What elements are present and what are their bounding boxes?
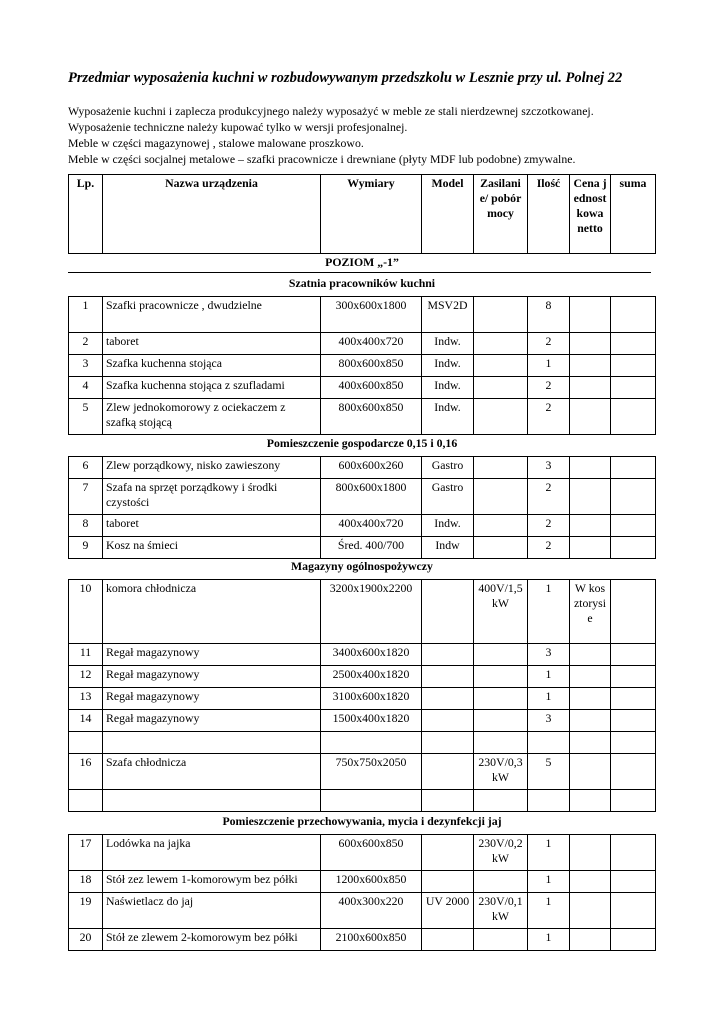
cell-name: Szafka kuchenna stojąca z szufladami — [103, 377, 321, 399]
cell-power: 230V/0,1kW — [474, 893, 528, 929]
cell-qty: 1 — [528, 835, 570, 871]
cell-lp: 12 — [69, 666, 103, 688]
cell-price — [570, 457, 611, 479]
cell-price — [570, 644, 611, 666]
intro-line: Wyposażenie kuchni i zaplecza produkcyjnego należy wyposażyć w meble ze stali nierdzewnej szczotkowanej. — [68, 104, 594, 118]
cell-lp: 9 — [69, 537, 103, 559]
cell-price — [570, 893, 611, 929]
intro-text — [68, 103, 708, 167]
cell-dims: 750x750x2050 — [321, 754, 422, 790]
cell-dims: 2500x400x1820 — [321, 666, 422, 688]
cell-sum — [611, 732, 656, 754]
cell-lp: 7 — [69, 479, 103, 515]
divider — [68, 272, 651, 273]
cell-price — [570, 297, 611, 333]
cell-lp: 3 — [69, 355, 103, 377]
cell-dims: 400x400x720 — [321, 333, 422, 355]
cell-price: W kosztorysie — [570, 580, 611, 644]
cell-power — [474, 297, 528, 333]
cell-lp: 4 — [69, 377, 103, 399]
cell-power — [474, 871, 528, 893]
cell-qty — [528, 732, 570, 754]
col-lp: Lp. — [69, 175, 103, 254]
cell-model — [422, 732, 474, 754]
cell-name: Zlew jednokomorowy z ociekaczem z szafką stojącą — [103, 399, 321, 435]
cell-power: 400V/1,5kW — [474, 580, 528, 644]
table-row — [69, 377, 656, 399]
cell-dims: 300x600x1800 — [321, 297, 422, 333]
table-row — [69, 399, 656, 435]
cell-sum — [611, 929, 656, 951]
cell-model: UV 2000 — [422, 893, 474, 929]
cell-dims: 800x600x1800 — [321, 479, 422, 515]
cell-power — [474, 644, 528, 666]
cell-name: Szafa na sprzęt porządkowy i środki czystości — [103, 479, 321, 515]
cell-name: Lodówka na jajka — [103, 835, 321, 871]
cell-lp: 10 — [69, 580, 103, 644]
table-row — [69, 710, 656, 732]
col-name: Nazwa urządzenia — [103, 175, 321, 254]
col-dims: Wymiary — [321, 175, 422, 254]
cell-lp: 16 — [69, 754, 103, 790]
intro-line: Meble w części socjalnej metalowe – szafki pracownicze i drewniane (płyty MDF lub podobne) zmywalne. — [68, 152, 576, 166]
cell-name: Regał magazynowy — [103, 666, 321, 688]
cell-lp: 17 — [69, 835, 103, 871]
cell-dims: 800x600x850 — [321, 355, 422, 377]
cell-model: MSV2D — [422, 297, 474, 333]
col-qty: Ilość — [528, 175, 570, 254]
section-table — [68, 834, 656, 951]
table-row — [69, 871, 656, 893]
table-row — [69, 835, 656, 871]
col-model: Model — [422, 175, 474, 254]
cell-model: Indw — [422, 537, 474, 559]
cell-price — [570, 835, 611, 871]
cell-lp: 18 — [69, 871, 103, 893]
cell-sum — [611, 790, 656, 812]
section-heading: Pomieszczenie przechowywania, mycia i dezynfekcji jaj — [222, 814, 502, 828]
cell-model: Indw. — [422, 399, 474, 435]
cell-model: Gastro — [422, 479, 474, 515]
cell-model: Gastro — [422, 457, 474, 479]
cell-name — [103, 790, 321, 812]
table-row — [69, 457, 656, 479]
table-row — [69, 929, 656, 951]
header-table — [68, 174, 656, 254]
cell-qty: 1 — [528, 355, 570, 377]
cell-dims: 800x600x850 — [321, 399, 422, 435]
cell-price — [570, 333, 611, 355]
cell-model — [422, 929, 474, 951]
cell-qty: 2 — [528, 377, 570, 399]
cell-lp: 5 — [69, 399, 103, 435]
cell-power — [474, 515, 528, 537]
cell-power — [474, 732, 528, 754]
cell-power — [474, 537, 528, 559]
cell-name: Regał magazynowy — [103, 644, 321, 666]
cell-dims: 3400x600x1820 — [321, 644, 422, 666]
document-title: Przedmiar wyposażenia kuchni w rozbudowywanym przedszkolu w Lesznie przy ul. Polnej 22 — [68, 70, 623, 86]
section-heading: Magazyny ogólnospożywczy — [291, 559, 433, 573]
cell-sum — [611, 710, 656, 732]
table-row — [69, 355, 656, 377]
cell-lp: 6 — [69, 457, 103, 479]
cell-sum — [611, 871, 656, 893]
cell-model — [422, 644, 474, 666]
cell-model — [422, 710, 474, 732]
cell-price — [570, 688, 611, 710]
cell-lp: 2 — [69, 333, 103, 355]
cell-sum — [611, 666, 656, 688]
cell-price — [570, 666, 611, 688]
table-row — [69, 479, 656, 515]
cell-power — [474, 710, 528, 732]
table-row — [69, 893, 656, 929]
cell-power — [474, 333, 528, 355]
cell-dims — [321, 790, 422, 812]
cell-power — [474, 790, 528, 812]
cell-dims: 400x300x220 — [321, 893, 422, 929]
cell-qty — [528, 790, 570, 812]
cell-name: Stół zez lewem 1-komorowym bez półki — [103, 871, 321, 893]
table-row — [69, 790, 656, 812]
cell-model — [422, 688, 474, 710]
cell-qty: 1 — [528, 666, 570, 688]
cell-price — [570, 355, 611, 377]
cell-lp: 20 — [69, 929, 103, 951]
cell-lp: 11 — [69, 644, 103, 666]
col-price: Cena jednostkowa netto — [570, 175, 611, 254]
cell-lp: 1 — [69, 297, 103, 333]
cell-sum — [611, 537, 656, 559]
cell-sum — [611, 457, 656, 479]
cell-sum — [611, 399, 656, 435]
cell-model — [422, 754, 474, 790]
cell-qty: 1 — [528, 929, 570, 951]
cell-price — [570, 377, 611, 399]
cell-qty: 2 — [528, 333, 570, 355]
cell-dims: 400x600x850 — [321, 377, 422, 399]
cell-qty: 8 — [528, 297, 570, 333]
cell-qty: 5 — [528, 754, 570, 790]
cell-qty: 1 — [528, 580, 570, 644]
cell-price — [570, 929, 611, 951]
section-heading: Szatnia pracowników kuchni — [288, 276, 436, 290]
cell-price — [570, 537, 611, 559]
cell-sum — [611, 355, 656, 377]
cell-lp: 8 — [69, 515, 103, 537]
intro-line: Wyposażenie techniczne należy kupować tylko w wersji profesjonalnej. — [68, 120, 408, 134]
cell-dims: 600x600x850 — [321, 835, 422, 871]
cell-qty: 2 — [528, 515, 570, 537]
cell-name: Kosz na śmieci — [103, 537, 321, 559]
level-heading: POZIOM „-1” — [325, 255, 399, 269]
cell-power — [474, 457, 528, 479]
cell-dims: 400x400x720 — [321, 515, 422, 537]
cell-qty: 2 — [528, 479, 570, 515]
section-heading: Pomieszczenie gospodarcze 0,15 i 0,16 — [266, 436, 458, 450]
cell-name: Regał magazynowy — [103, 688, 321, 710]
table-row — [69, 732, 656, 754]
cell-price — [570, 871, 611, 893]
table-row — [69, 688, 656, 710]
cell-model: Indw. — [422, 333, 474, 355]
intro-line: Meble w części magazynowej , stalowe malowane proszkowo. — [68, 136, 364, 150]
cell-sum — [611, 835, 656, 871]
table-row — [69, 297, 656, 333]
cell-name: Regał magazynowy — [103, 710, 321, 732]
cell-sum — [611, 754, 656, 790]
table-row — [69, 333, 656, 355]
section-table — [68, 456, 656, 559]
cell-sum — [611, 377, 656, 399]
cell-sum — [611, 479, 656, 515]
col-sum: suma — [611, 175, 656, 254]
cell-price — [570, 790, 611, 812]
cell-price — [570, 515, 611, 537]
cell-price — [570, 754, 611, 790]
cell-name: Zlew porządkowy, nisko zawieszony — [103, 457, 321, 479]
cell-name: taboret — [103, 333, 321, 355]
cell-sum — [611, 893, 656, 929]
cell-name: Szafa chłodnicza — [103, 754, 321, 790]
cell-name: Stół ze zlewem 2-komorowym bez półki — [103, 929, 321, 951]
cell-dims: 1500x400x1820 — [321, 710, 422, 732]
cell-model: Indw. — [422, 515, 474, 537]
cell-lp: 14 — [69, 710, 103, 732]
cell-power — [474, 355, 528, 377]
cell-name: Szafki pracownicze , dwudzielne — [103, 297, 321, 333]
table-row — [69, 666, 656, 688]
cell-name: komora chłodnicza — [103, 580, 321, 644]
cell-name: Szafka kuchenna stojąca — [103, 355, 321, 377]
cell-lp — [69, 732, 103, 754]
cell-model — [422, 871, 474, 893]
cell-power — [474, 479, 528, 515]
cell-model — [422, 790, 474, 812]
cell-sum — [611, 688, 656, 710]
cell-qty: 2 — [528, 399, 570, 435]
cell-lp — [69, 790, 103, 812]
cell-dims: 2100x600x850 — [321, 929, 422, 951]
cell-power — [474, 666, 528, 688]
cell-power: 230V/0,2kW — [474, 835, 528, 871]
table-row — [69, 580, 656, 644]
cell-sum — [611, 333, 656, 355]
section-table — [68, 579, 656, 812]
cell-dims: 600x600x260 — [321, 457, 422, 479]
cell-qty: 1 — [528, 688, 570, 710]
table-row — [69, 515, 656, 537]
cell-price — [570, 732, 611, 754]
cell-sum — [611, 515, 656, 537]
cell-dims: 3200x1900x2200 — [321, 580, 422, 644]
cell-lp: 19 — [69, 893, 103, 929]
cell-power — [474, 377, 528, 399]
cell-model: Indw. — [422, 377, 474, 399]
cell-dims — [321, 732, 422, 754]
cell-sum — [611, 580, 656, 644]
cell-price — [570, 399, 611, 435]
cell-dims: 1200x600x850 — [321, 871, 422, 893]
cell-power — [474, 929, 528, 951]
cell-price — [570, 710, 611, 732]
cell-name: taboret — [103, 515, 321, 537]
cell-qty: 3 — [528, 644, 570, 666]
cell-power — [474, 399, 528, 435]
table-row — [69, 644, 656, 666]
cell-power — [474, 688, 528, 710]
cell-model — [422, 580, 474, 644]
cell-qty: 3 — [528, 710, 570, 732]
section-table — [68, 296, 656, 435]
cell-qty: 2 — [528, 537, 570, 559]
cell-price — [570, 479, 611, 515]
cell-model — [422, 835, 474, 871]
cell-sum — [611, 644, 656, 666]
cell-dims: 3100x600x1820 — [321, 688, 422, 710]
table-row — [69, 754, 656, 790]
cell-name — [103, 732, 321, 754]
cell-lp: 13 — [69, 688, 103, 710]
cell-model: Indw. — [422, 355, 474, 377]
cell-name: Naświetlacz do jaj — [103, 893, 321, 929]
cell-model — [422, 666, 474, 688]
col-power: Zasilanie/ pobór mocy — [474, 175, 528, 254]
cell-power: 230V/0,3kW — [474, 754, 528, 790]
cell-qty: 1 — [528, 893, 570, 929]
cell-dims: Śred. 400/700 — [321, 537, 422, 559]
cell-sum — [611, 297, 656, 333]
cell-qty: 3 — [528, 457, 570, 479]
table-row — [69, 537, 656, 559]
cell-qty: 1 — [528, 871, 570, 893]
